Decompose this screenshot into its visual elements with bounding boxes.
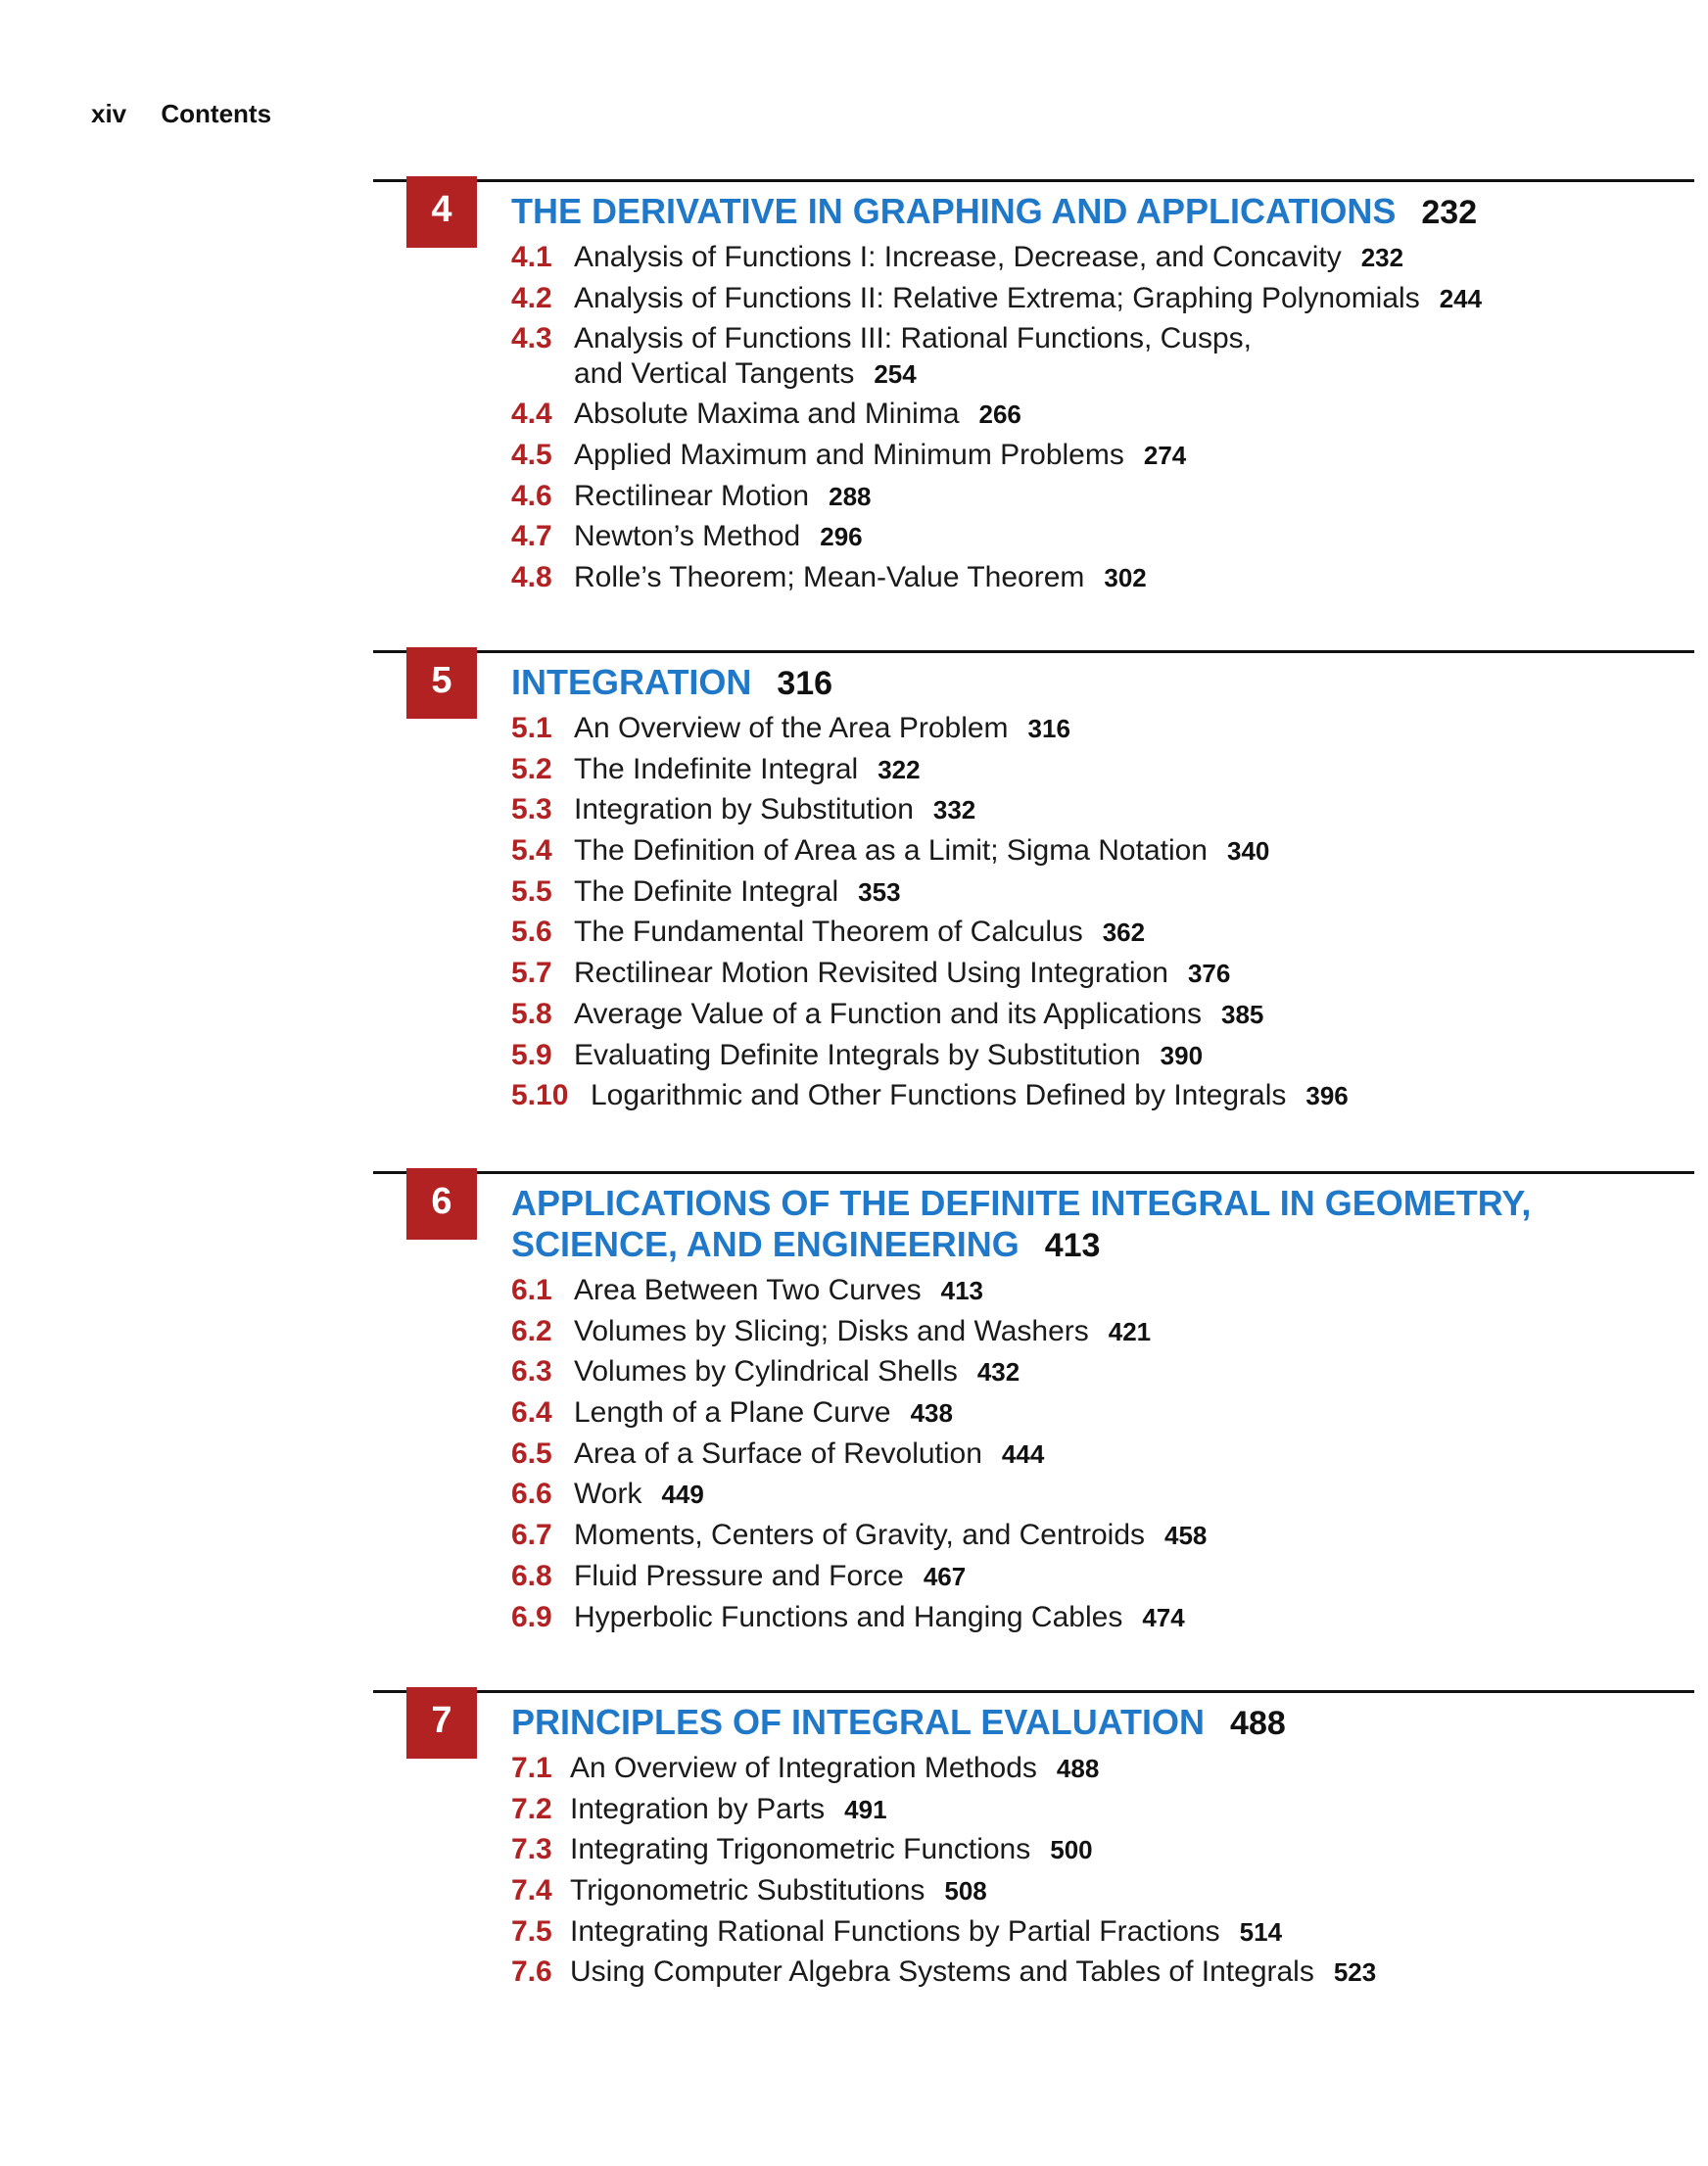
section-title-line [570,1792,887,1827]
section-title-text: Average Value of a Function and its Applications [574,997,1202,1030]
section-title [574,479,872,514]
section-title-line [574,1559,966,1594]
section-title-text: Applied Maximum and Minimum Problems [574,439,1124,472]
toc-entry[interactable] [511,956,1686,997]
toc-entry[interactable] [511,1477,1686,1518]
toc-entry[interactable] [511,1873,1686,1914]
toc-entry[interactable] [511,833,1686,874]
toc-entry[interactable] [511,1518,1686,1559]
section-number: 5.2 [511,752,552,785]
section-number: 5.5 [511,874,552,908]
toc-entry[interactable] [511,1314,1686,1355]
section-page-number: 523 [1333,1957,1377,1988]
section-page-number: 376 [1187,959,1231,989]
section-title-line [574,1038,1203,1073]
section-title [574,1518,1207,1553]
page-folio: xiv [91,99,127,128]
toc-entry[interactable] [511,1792,1686,1833]
chapter-title-text: INTEGRATION [511,662,752,702]
section-page-number: 316 [1027,714,1070,743]
section-title-line [574,560,1147,595]
section-page-number: 508 [944,1876,987,1907]
section-number: 7.5 [511,1914,552,1948]
section-number: 4.3 [511,322,552,355]
section-title-text: Rectilinear Motion Revisited Using Integration [574,957,1168,990]
section-number: 6.4 [511,1396,552,1430]
section-number: 6.3 [511,1355,552,1389]
section-title-line [574,956,1230,991]
section-title-text: Rectilinear Motion [574,479,810,512]
chapter-title[interactable] [511,191,1589,233]
toc-entry[interactable] [511,1559,1686,1600]
section-title-text: Absolute Maxima and Minima [574,398,960,431]
section-page-number: 385 [1220,999,1264,1029]
toc-entry[interactable] [511,479,1686,520]
chapter-title-line [511,1224,1589,1266]
section-title [574,560,1147,595]
chapter-title[interactable] [511,1183,1589,1266]
section-number: 5.9 [511,1038,552,1071]
section-title-text: Area Between Two Curves [574,1274,922,1306]
section-title [574,281,1482,316]
section-title-line [570,1751,1099,1786]
section-page-number: 432 [976,1357,1020,1388]
section-title [570,1751,1099,1786]
section-number: 4.6 [511,479,552,512]
section-title-text: and Vertical Tangents [574,357,855,391]
chapter-rule [373,1690,1694,1693]
section-title-line [574,397,1021,432]
section-title [570,1954,1376,1990]
section-page-number: 288 [829,481,872,511]
section-number: 4.5 [511,439,552,472]
section-title-text: Trigonometric Substitutions [570,1874,925,1907]
section-title [574,711,1070,746]
section-number: 5.1 [511,712,552,744]
section-title-line [574,479,872,514]
section-title [574,956,1230,991]
section-page-number: 467 [923,1561,967,1591]
section-title [574,438,1186,473]
section-title [574,792,975,827]
toc-entry[interactable] [511,397,1686,438]
section-title-line [574,915,1145,950]
section-title-text: Evaluating Definite Integrals by Substitution [574,1038,1141,1071]
section-title [570,1792,887,1827]
section-list [511,1273,1686,1640]
section-page-number: 396 [1305,1081,1349,1111]
section-number: 7.1 [511,1752,552,1784]
section-page-number: 491 [844,1794,887,1824]
section-page-number: 254 [874,359,917,390]
section-title [574,833,1269,869]
toc-entry[interactable] [511,874,1686,916]
section-title [574,321,1252,392]
section-title-line [574,752,921,787]
section-title-text: The Definition of Area as a Limit; Sigma Notation [574,834,1208,868]
section-title [570,1914,1282,1950]
chapter-title[interactable] [511,662,1589,704]
chapter-title-text: APPLICATIONS OF THE DEFINITE INTEGRAL IN GEOMETRY, [511,1183,1532,1223]
section-title-text: Hyperbolic Functions and Hanging Cables [574,1600,1123,1633]
toc-entry[interactable] [511,1436,1686,1478]
section-number: 6.7 [511,1519,552,1552]
section-title-line [574,438,1186,473]
toc-entry[interactable] [511,1751,1686,1792]
toc-entry[interactable] [511,1395,1686,1436]
toc-entry[interactable] [511,915,1686,956]
section-page-number: 362 [1102,918,1146,948]
section-title-text: Using Computer Algebra Systems and Tables of Integrals [570,1955,1314,1989]
section-title [570,1832,1093,1867]
section-page-number: 332 [932,795,976,825]
section-title-line [574,1436,1044,1472]
section-number: 7.6 [511,1955,552,1989]
section-number: 4.2 [511,281,552,314]
section-page-number: 302 [1104,563,1147,593]
section-number: 4.1 [511,241,552,273]
section-title-text: The Indefinite Integral [574,752,859,785]
section-number: 6.2 [511,1314,552,1347]
section-title-line [591,1078,1349,1113]
section-title-text: An Overview of the Area Problem [574,712,1009,744]
section-title-text: Length of a Plane Curve [574,1396,891,1430]
chapter-rule [373,179,1694,182]
section-number: 6.1 [511,1274,552,1306]
running-head-title: Contents [161,99,272,128]
chapter-rule [373,650,1694,653]
chapter-title-line [511,662,1589,704]
toc-entry[interactable] [511,1038,1686,1079]
section-title-text: Integration by Substitution [574,793,914,826]
section-title-line [574,1273,983,1308]
section-number: 5.8 [511,997,552,1030]
section-title-text: Analysis of Functions II: Relative Extrema; Graphing Polynomials [574,281,1420,314]
section-page-number: 458 [1164,1521,1208,1551]
section-title-text: Moments, Centers of Gravity, and Centroids [574,1519,1146,1552]
section-page-number: 340 [1227,836,1270,867]
toc-entry[interactable] [511,240,1686,281]
section-title-line [574,1395,953,1431]
toc-entry[interactable] [511,281,1686,322]
running-head [91,99,271,129]
section-number: 4.8 [511,561,552,594]
section-title [574,397,1021,432]
toc-entry[interactable] [511,752,1686,793]
section-title-text: Volumes by Cylindrical Shells [574,1355,958,1389]
section-title-line [574,997,1263,1032]
section-title-line [574,1354,1020,1389]
section-number: 5.4 [511,834,552,868]
section-number: 7.4 [511,1874,552,1907]
section-title-line [574,1314,1151,1349]
section-page-number: 449 [661,1480,704,1510]
section-title-text: Newton’s Method [574,520,801,553]
section-page-number: 421 [1108,1316,1152,1346]
chapter-title-line [511,1702,1589,1744]
section-page-number: 322 [878,754,921,784]
chapter-page-number: 232 [1421,194,1478,231]
section-title-line [574,356,1252,392]
section-title-text: Work [574,1478,642,1511]
chapter-number-badge: 5 [406,647,477,719]
section-title [574,1477,704,1512]
section-title-line [570,1914,1282,1950]
section-number: 6.6 [511,1478,552,1511]
section-title [574,1354,1020,1389]
section-title [574,1314,1151,1349]
section-page-number: 353 [858,876,901,907]
chapter-title[interactable] [511,1702,1589,1744]
section-title-line [570,1873,987,1908]
chapter-number-badge: 7 [406,1687,477,1759]
section-number: 5.7 [511,957,552,990]
section-list [511,1751,1686,1996]
section-title [570,1873,987,1908]
section-number: 5.6 [511,916,552,949]
section-title-line [574,519,863,554]
section-title-line [574,281,1482,316]
section-title-line [574,321,1252,356]
section-page-number: 244 [1439,283,1483,313]
section-page-number: 444 [1001,1438,1045,1469]
section-number: 7.3 [511,1833,552,1866]
section-title-line [574,792,975,827]
section-page-number: 514 [1239,1916,1283,1947]
toc-entry[interactable] [511,519,1686,560]
toc-entry[interactable] [511,1832,1686,1873]
chapter-title-line [511,1183,1589,1224]
toc-entry[interactable] [511,1078,1686,1119]
toc-entry[interactable] [511,997,1686,1038]
section-number: 6.8 [511,1559,552,1592]
chapter-title-text: SCIENCE, AND ENGINEERING [511,1224,1020,1264]
section-title-text: The Definite Integral [574,874,839,908]
section-number: 4.4 [511,398,552,431]
section-title-text: The Fundamental Theorem of Calculus [574,916,1083,949]
section-title-line [574,874,901,910]
section-title-line [570,1832,1093,1867]
toc-entry[interactable] [511,560,1686,601]
section-title-text: Integrating Rational Functions by Partial Fractions [570,1914,1220,1948]
toc-entry[interactable] [511,1273,1686,1314]
toc-entry[interactable] [511,711,1686,752]
section-title [574,1273,983,1308]
chapter-title-line [511,191,1589,233]
section-page-number: 296 [820,522,863,552]
section-number: 6.9 [511,1600,552,1633]
section-title-text: Logarithmic and Other Functions Defined by Integrals [591,1079,1287,1112]
section-title-text: Integration by Parts [570,1792,826,1825]
section-list [511,711,1686,1119]
section-title-text: Integrating Trigonometric Functions [570,1833,1031,1866]
section-title [574,1559,966,1594]
toc-entry[interactable] [511,1954,1686,1996]
toc-entry[interactable] [511,321,1686,397]
section-page-number: 474 [1142,1602,1185,1632]
chapter-page-number: 488 [1230,1705,1286,1742]
section-title-line [574,1477,704,1512]
section-title [574,752,921,787]
section-number: 4.7 [511,520,552,553]
section-page-number: 413 [940,1276,984,1305]
section-title-line [574,1518,1207,1553]
section-page-number: 500 [1050,1835,1093,1865]
section-title [574,1436,1044,1472]
section-title-text: Analysis of Functions I: Increase, Decrease, and Concavity [574,241,1342,273]
section-title-line [574,711,1070,746]
section-page-number: 232 [1360,243,1404,272]
section-title-text: Analysis of Functions III: Rational Functions, Cusps, [574,322,1252,355]
section-title-text: Volumes by Slicing; Disks and Washers [574,1314,1089,1347]
section-title [591,1078,1349,1113]
section-page-number: 390 [1160,1040,1204,1070]
section-page-number: 266 [978,400,1021,430]
section-title [574,519,863,554]
section-title-line [574,1600,1185,1635]
section-title [574,874,901,910]
section-title-text: Rolle’s Theorem; Mean-Value Theorem [574,561,1085,594]
toc-entry[interactable] [511,1354,1686,1395]
section-title-line [570,1954,1376,1990]
chapter-rule [373,1171,1694,1174]
chapter-number-badge: 6 [406,1168,477,1240]
section-title [574,1600,1185,1635]
section-title-text: Area of a Surface of Revolution [574,1436,982,1470]
section-title [574,240,1403,275]
toc-entry[interactable] [511,792,1686,833]
toc-entry[interactable] [511,1600,1686,1641]
section-title [574,1395,953,1431]
section-title [574,915,1145,950]
section-title [574,997,1263,1032]
chapter-page-number: 413 [1044,1227,1101,1264]
section-number: 6.5 [511,1436,552,1470]
section-title-line [574,240,1403,275]
section-page-number: 274 [1143,441,1187,471]
section-title [574,1038,1203,1073]
toc-entry[interactable] [511,438,1686,479]
section-title-line [574,833,1269,869]
section-number: 5.3 [511,793,552,826]
chapter-title-text: PRINCIPLES OF INTEGRAL EVALUATION [511,1702,1206,1742]
chapter-number-badge: 4 [406,176,477,248]
toc-entry[interactable] [511,1914,1686,1955]
section-list [511,240,1686,601]
section-page-number: 438 [910,1398,953,1429]
section-title-text: Fluid Pressure and Force [574,1559,904,1592]
section-page-number: 488 [1056,1754,1100,1783]
chapter-page-number: 316 [777,665,833,702]
chapter-title-text: THE DERIVATIVE IN GRAPHING AND APPLICATIONS [511,191,1397,231]
section-title-text: An Overview of Integration Methods [570,1752,1037,1784]
section-number: 5.10 [511,1079,569,1112]
section-number: 7.2 [511,1792,552,1825]
